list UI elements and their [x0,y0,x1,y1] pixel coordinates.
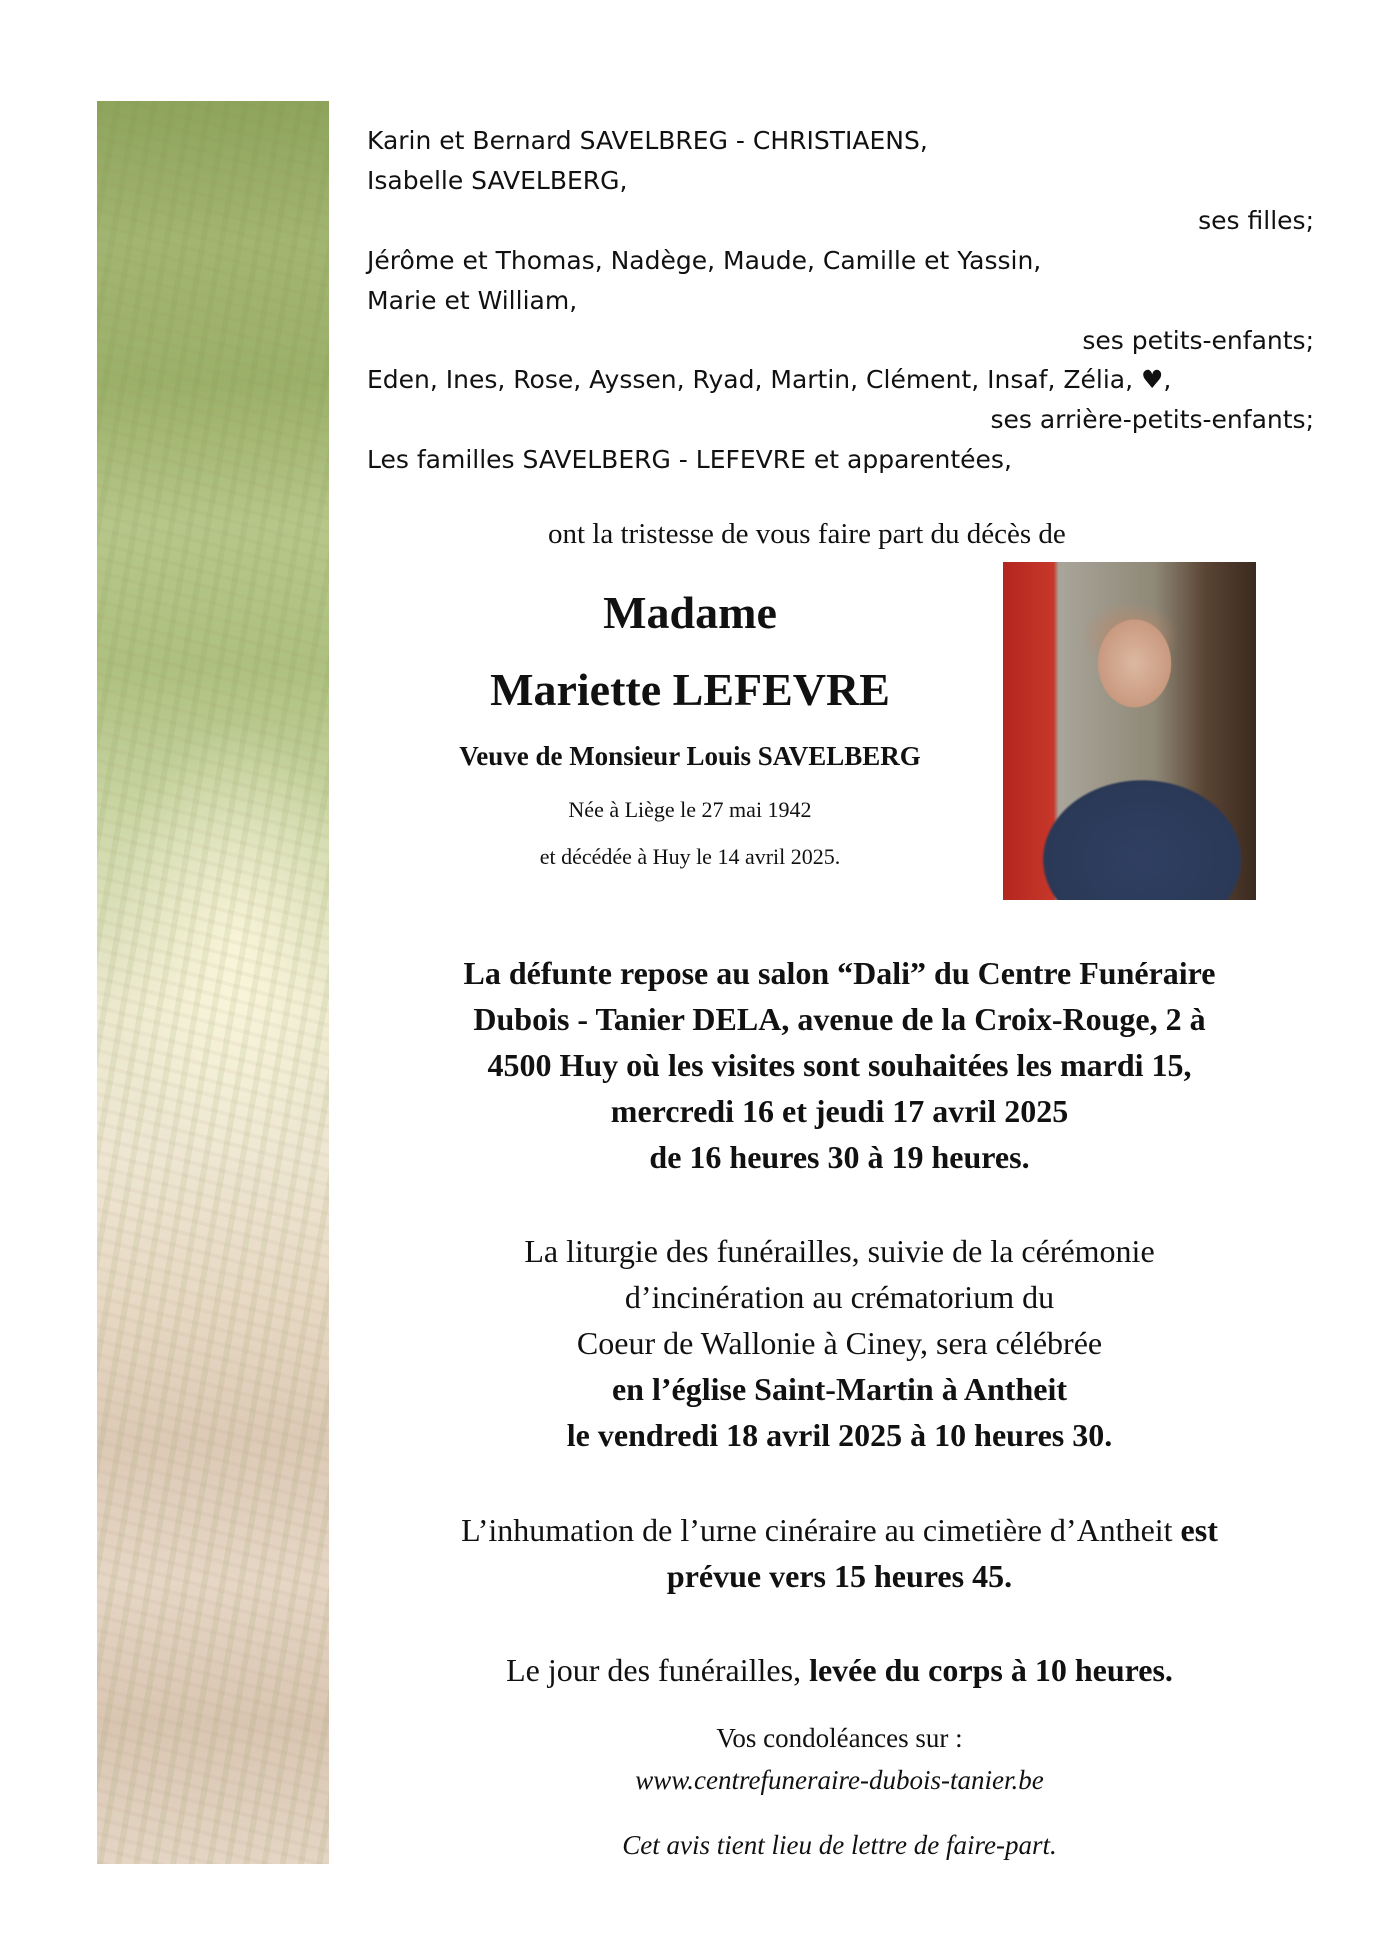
procession-line [367,1647,1312,1693]
burial-text: L’inhumation de l’urne cinéraire au cimetière d’Antheit [461,1512,1181,1548]
liturgy-block [367,1228,1312,1458]
procession-text: Le jour des funérailles, [506,1652,810,1688]
deceased-title: Madame [603,587,777,638]
liturgy-church: en l’église Saint-Martin à Antheit [611,1371,1068,1407]
announcement-text: ont la tristesse de vous faire part du décès de [548,518,1066,550]
daughters-label: ses filles; [1198,206,1314,235]
condolences-url[interactable]: www.centrefuneraire-dubois-tanier.be [635,1765,1044,1795]
family-line-daughter-1: Karin et Bernard SAVELBREG - CHRISTIAENS, [367,126,928,155]
visitation-block [367,950,1312,1180]
grandchildren-label: ses petits-enfants; [1082,326,1314,355]
burial-bold: est [1180,1512,1218,1548]
family-line-daughter-2: Isabelle SAVELBERG, [367,166,628,195]
visitation-line-4: mercredi 16 et jeudi 17 avril 2025 [610,1093,1069,1129]
deceased-widow-of: Veuve de Monsieur Louis SAVELBERG [459,741,921,771]
family-line-families: Les familles SAVELBERG - LEFEVRE et apparentées, [367,445,1012,474]
liturgy-line-3: Coeur de Wallonie à Ciney, sera célébrée [576,1325,1103,1361]
deceased-death: et décédée à Huy le 14 avril 2025. [539,844,841,869]
liturgy-date: le vendredi 18 avril 2025 à 10 heures 30. [566,1417,1113,1453]
family-line-grandchildren-1: Jérôme et Thomas, Nadège, Maude, Camille et Yassin, [367,246,1042,275]
portrait-photo [1003,562,1256,900]
visitation-line-3: 4500 Huy où les visites sont souhaitées les mardi 15, [487,1047,1192,1083]
procession-bold: levée du corps à 10 heures. [809,1652,1173,1688]
liturgy-line-2: d’incinération au crématorium du [624,1279,1055,1315]
family-line-great-grandchildren: Eden, Ines, Rose, Ayssen, Ryad, Martin, Clément, Insaf, Zélia, ♥, [367,365,1172,394]
visitation-line-2: Dubois - Tanier DELA, avenue de la Croix-Rouge, 2 à [473,1001,1206,1037]
liturgy-line-1: La liturgie des funérailles, suivie de la cérémonie [524,1233,1155,1269]
burial-time: prévue vers 15 heures 45. [666,1558,1013,1594]
notice-text: Cet avis tient lieu de lettre de faire-part. [622,1830,1057,1860]
condolences-label: Vos condoléances sur : [716,1723,963,1753]
burial-line-1 [367,1507,1312,1553]
family-line-grandchildren-2: Marie et William, [367,286,578,315]
great-grandchildren-label: ses arrière-petits-enfants; [990,405,1314,434]
visitation-line-5: de 16 heures 30 à 19 heures. [649,1139,1030,1175]
forest-path-image [97,101,329,1864]
deceased-name: Mariette LEFEVRE [490,664,890,715]
deceased-birth: Née à Liège le 27 mai 1942 [568,797,812,822]
burial-block [367,1507,1312,1599]
visitation-line-1: La défunte repose au salon “Dali” du Centre Funéraire [463,955,1216,991]
